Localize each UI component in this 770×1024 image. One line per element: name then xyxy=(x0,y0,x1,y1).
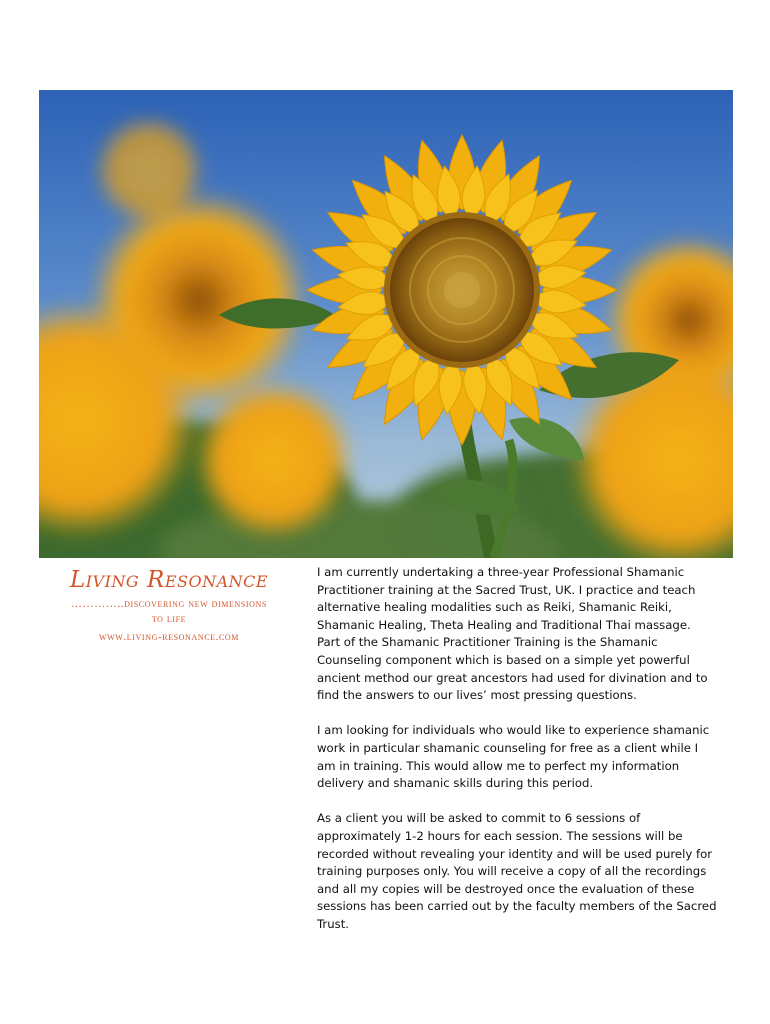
brand-tagline xyxy=(36,597,302,627)
body-text xyxy=(317,564,717,951)
sunflower-illustration xyxy=(39,90,733,558)
paragraph-intro: I am currently undertaking a three-year Professional Shamanic Practitioner training at the Sacred Trust, UK. I practice and teach alternative healing modalities such as Reiki, Shamanic Reiki, Shamanic Healing, Theta Healing and Traditional Thai massage. Part of the Shamanic Practitioner Training is the Shamanic Counseling component which is based on a simple yet powerful ancient method our great ancestors had used for divination and to find the answers to our lives’ most pressing questions. xyxy=(317,565,708,703)
paragraph-commitment: As a client you will be asked to commit to 6 sessions of approximately 1-2 hours for each session. The sessions will be recorded without revealing your identity and will be used purely for training purposes only. You will receive a copy of all the recordings and all my copies will be destroyed once the evaluation of these sessions has been carried out by the faculty members of the Sacred Trust. xyxy=(317,811,717,931)
sunflower-photo xyxy=(39,90,733,558)
brand-website-link[interactable]: www.living-resonance.com xyxy=(99,631,239,643)
brand-tagline-line-2: to life xyxy=(151,613,187,625)
paragraph-request: I am looking for individuals who would like to experience shamanic work in particular shamanic counseling for free as a client while I am in training. This would allow me to perfect my information delivery and shamanic skills during this period. xyxy=(317,723,710,791)
brand-title: Living Resonance xyxy=(69,567,269,593)
brand-block xyxy=(36,566,302,645)
brand-tagline-line-1: …………..discovering new dimensions xyxy=(71,598,267,610)
